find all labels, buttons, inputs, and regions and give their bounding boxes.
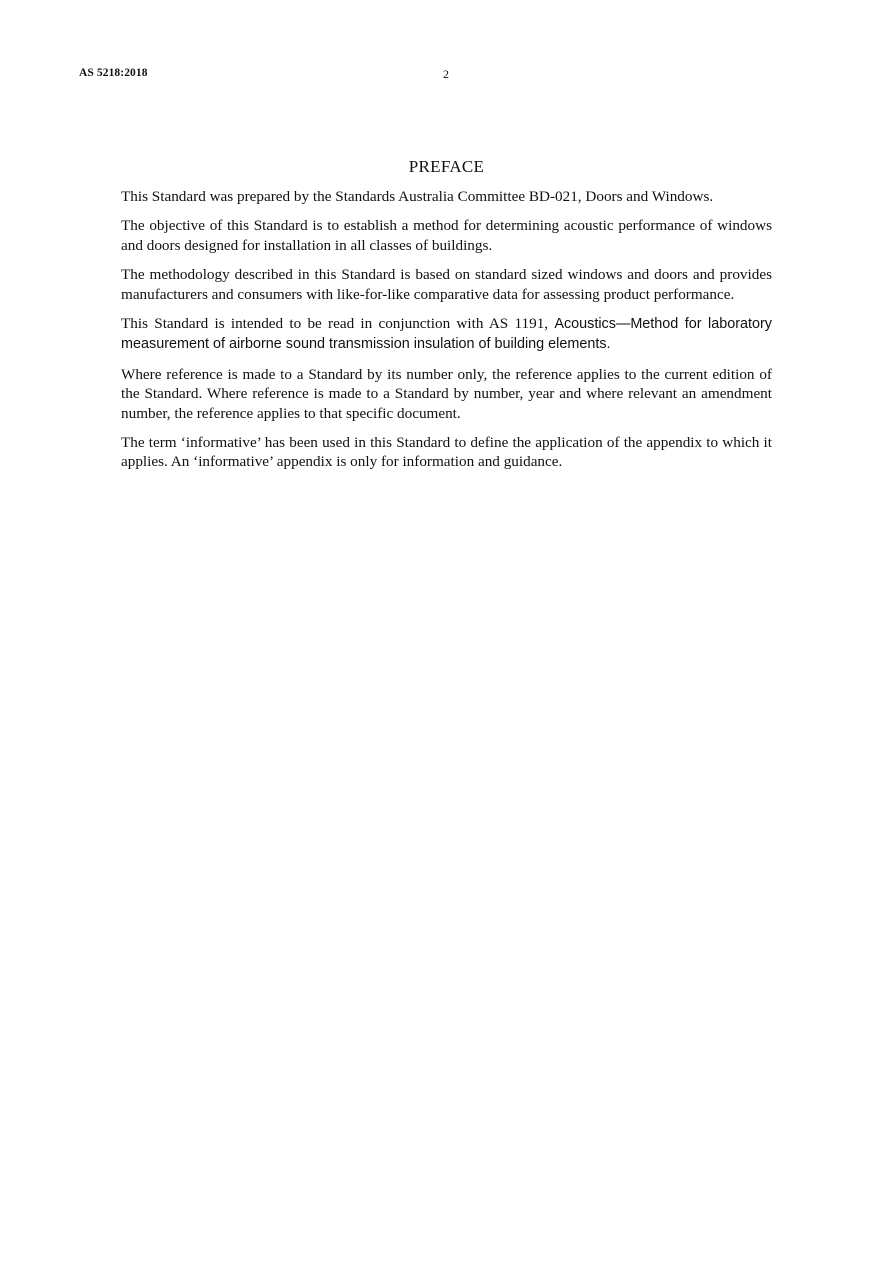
referenced-standard-title: Acoustics—Method for laboratory measurement of airborne sound transmission insulation of building elements. <box>121 316 772 353</box>
preface-paragraph-6: The term ‘informative’ has been used in this Standard to define the application of the appendix to which it applies. An ‘informative’ appendix is only for information and guidance. <box>121 434 772 471</box>
preface-paragraph-3: The methodology described in this Standard is based on standard sized windows and doors and provides manufacturers and consumers with like-for-like comparative data for assessing product performance. <box>121 266 772 303</box>
paragraph-4-lead-text: This Standard is intended to be read in conjunction with AS 1191, <box>121 315 555 333</box>
preface-paragraph-2: The objective of this Standard is to establish a method for determining acoustic performance of windows and doors designed for installation in all classes of buildings. <box>121 217 772 254</box>
preface-section <box>121 156 772 482</box>
page-number: 2 <box>443 67 449 81</box>
preface-paragraph-5: Where reference is made to a Standard by its number only, the reference applies to the current edition of the Standard. Where reference is made to a Standard by number, year and where relevant an amendment number, the reference applies to that specific document. <box>121 365 772 422</box>
document-code: AS 5218:2018 <box>79 67 148 79</box>
preface-paragraph-1: This Standard was prepared by the Standards Australia Committee BD-021, Doors and Windows. <box>121 188 714 205</box>
preface-heading: PREFACE <box>408 157 485 176</box>
preface-paragraph-4 <box>121 314 772 355</box>
